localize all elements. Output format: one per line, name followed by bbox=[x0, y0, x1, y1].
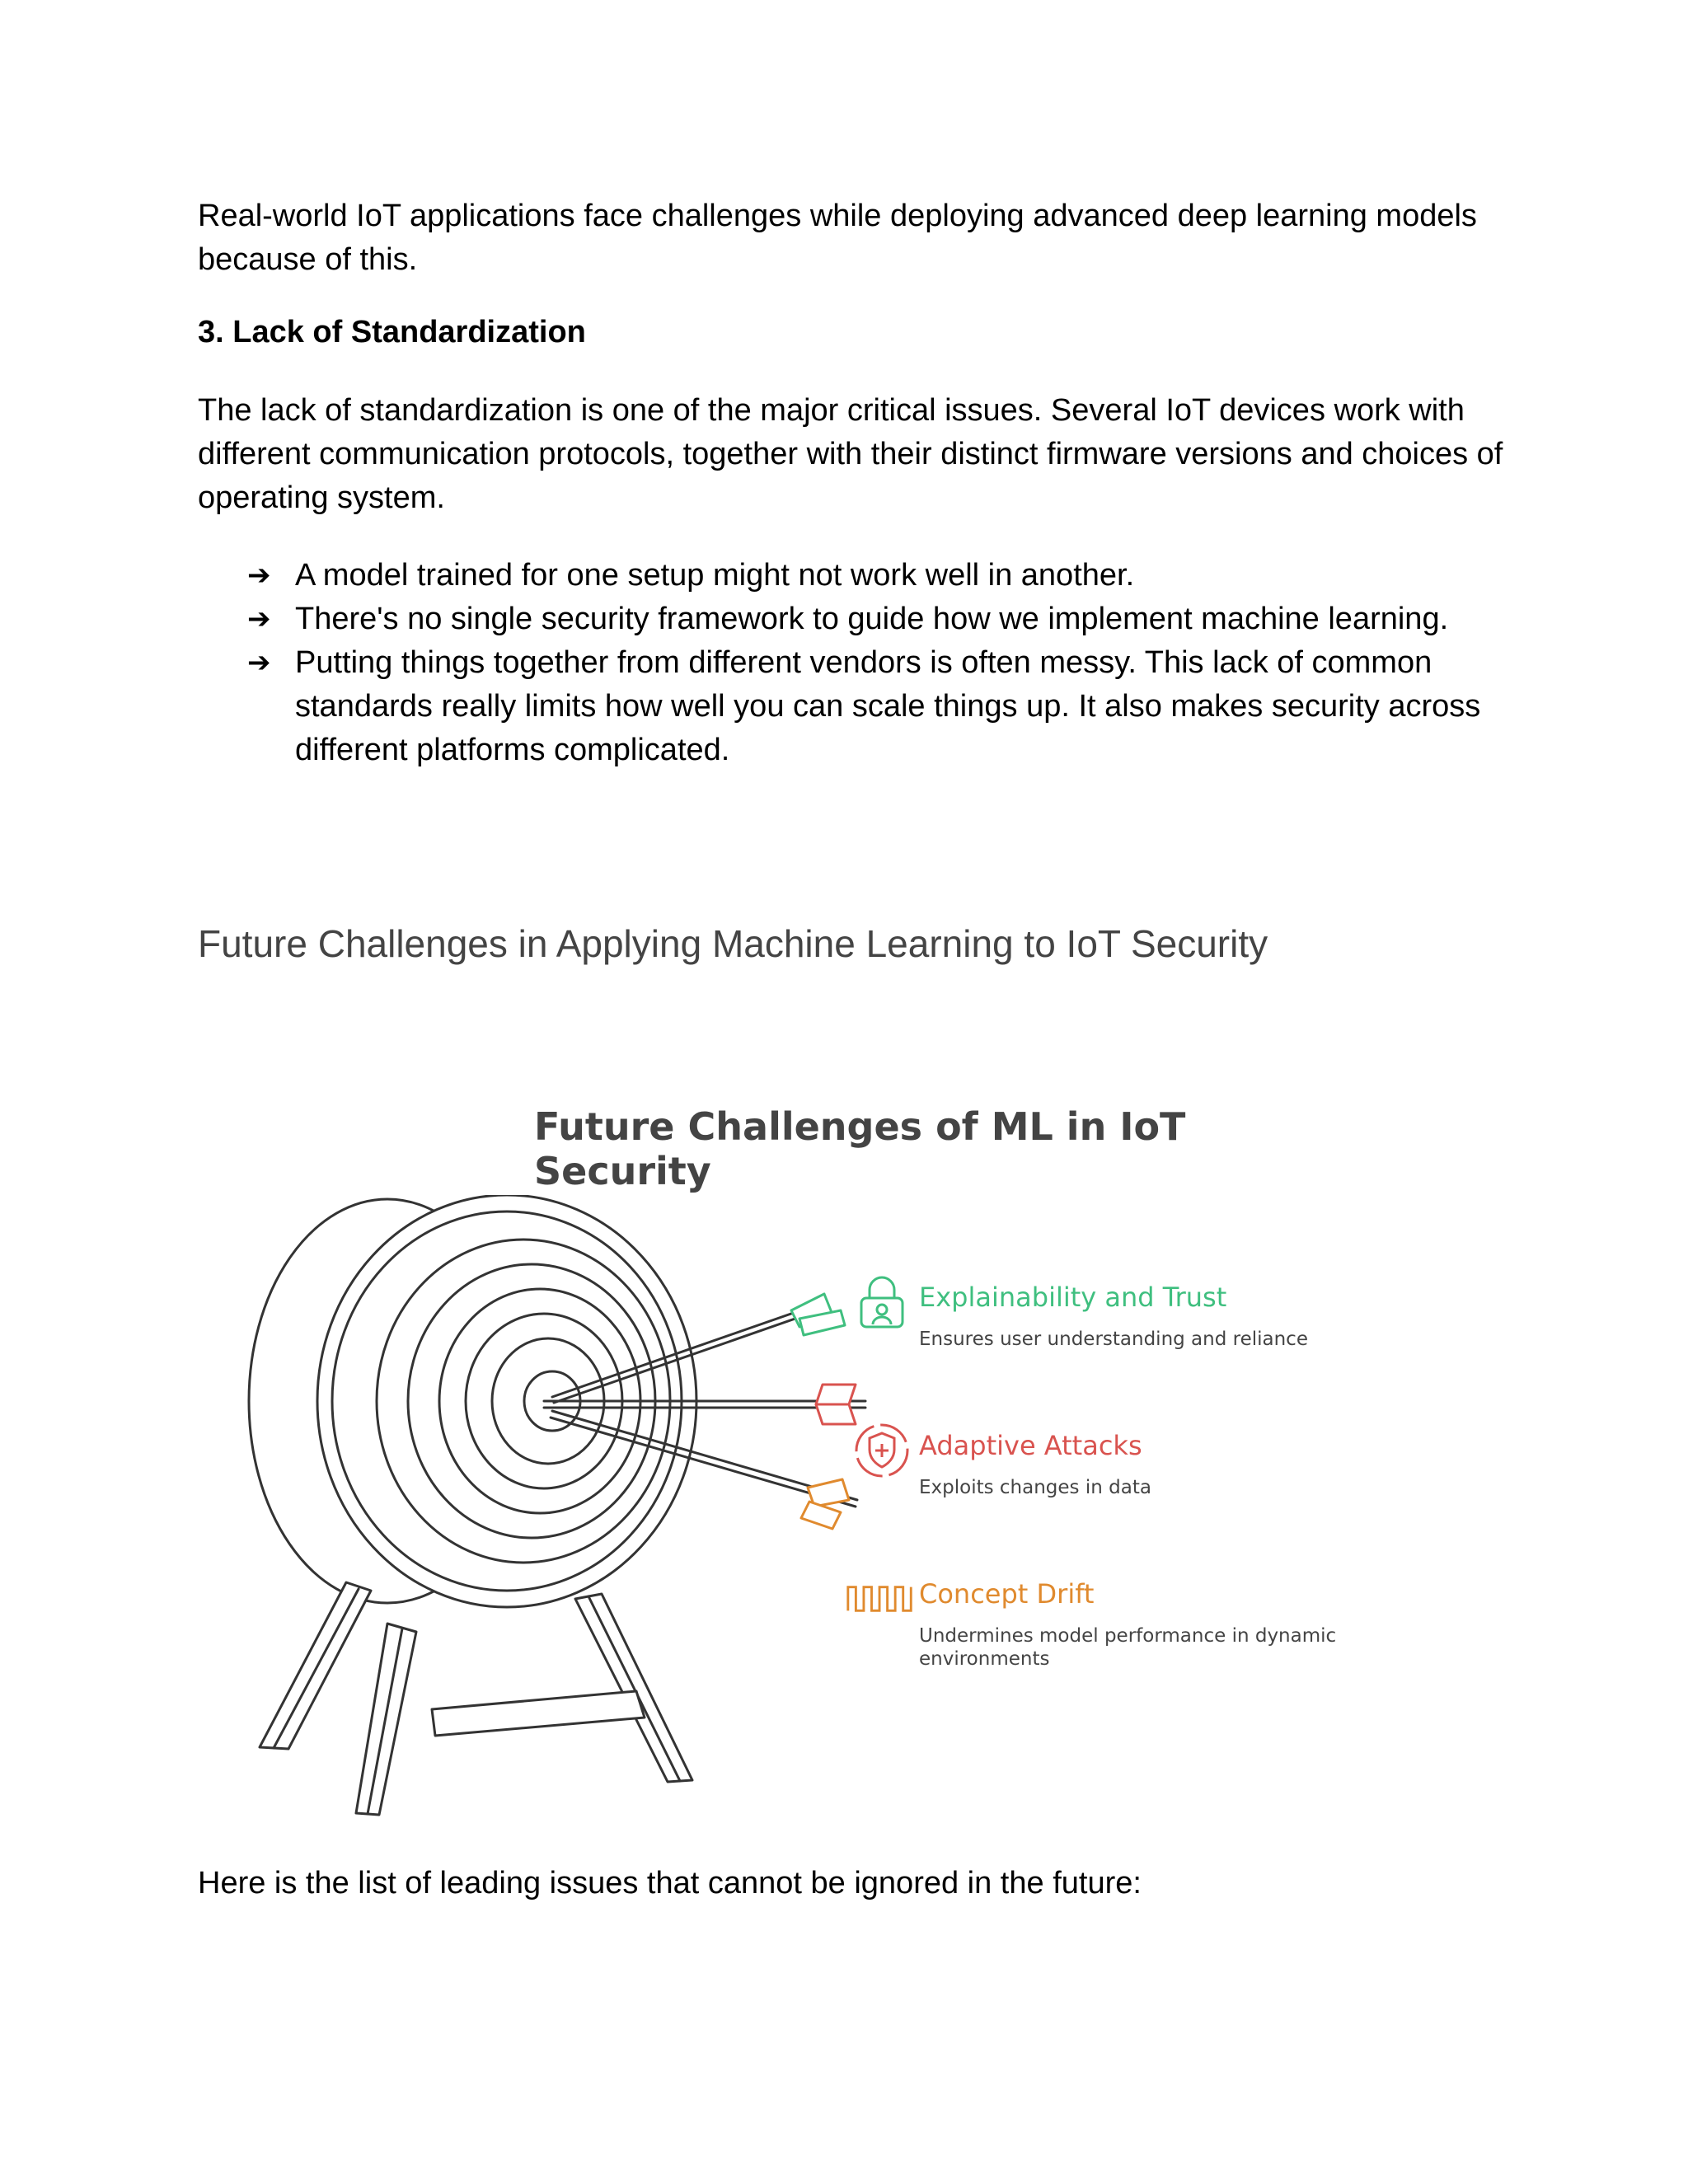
target-illustration bbox=[214, 1195, 874, 1838]
arrow-bullet-icon: ➔ bbox=[247, 602, 271, 635]
list-item: ➔ Putting things together from different vendors is often messy. This lack of common standards really limits how well you can scale things up. It also makes security across different platforms complicated. bbox=[247, 641, 1484, 772]
section-heading: 3. Lack of Standardization bbox=[198, 315, 586, 349]
arrow-bullet-icon: ➔ bbox=[247, 559, 271, 592]
challenge-label: Concept Drift bbox=[919, 1578, 1095, 1610]
challenge-label: Explainability and Trust bbox=[919, 1282, 1227, 1313]
shield-plus-icon bbox=[853, 1422, 911, 1479]
section-title: Future Challenges in Applying Machine Learning to IoT Security bbox=[198, 922, 1268, 965]
target-stand bbox=[260, 1582, 692, 1815]
section-paragraph: The lack of standardization is one of the major critical issues. Several IoT devices work with different communication protocols, together with their distinct firmware versions and choices of operating system. bbox=[198, 393, 1503, 515]
challenge-label: Adaptive Attacks bbox=[919, 1430, 1142, 1461]
challenge-item bbox=[919, 1578, 1447, 1671]
intro-paragraph: Real-world IoT applications face challenges while deploying advanced deep learning models because of this. bbox=[198, 199, 1477, 277]
list-item: ➔ A model trained for one setup might not work well in another. bbox=[247, 554, 1484, 598]
closing-paragraph: Here is the list of leading issues that cannot be ignored in the future: bbox=[198, 1866, 1142, 1900]
list-item: ➔ There's no single security framework to guide how we implement machine learning. bbox=[247, 598, 1484, 641]
arrow-bullet-icon: ➔ bbox=[247, 646, 271, 679]
infographic-title: Future Challenges of ML in IoT Security bbox=[534, 1104, 1186, 1193]
infographic bbox=[214, 1088, 1500, 1830]
wave-icon bbox=[845, 1570, 916, 1628]
lock-user-icon bbox=[853, 1273, 911, 1331]
challenge-description: Undermines model performance in dynamic environments bbox=[919, 1625, 1337, 1670]
challenge-item bbox=[919, 1430, 1447, 1499]
challenge-item bbox=[919, 1282, 1447, 1351]
bullet-list bbox=[247, 554, 1484, 772]
challenge-description: Ensures user understanding and reliance bbox=[919, 1329, 1308, 1350]
challenge-description: Exploits changes in data bbox=[919, 1477, 1151, 1498]
